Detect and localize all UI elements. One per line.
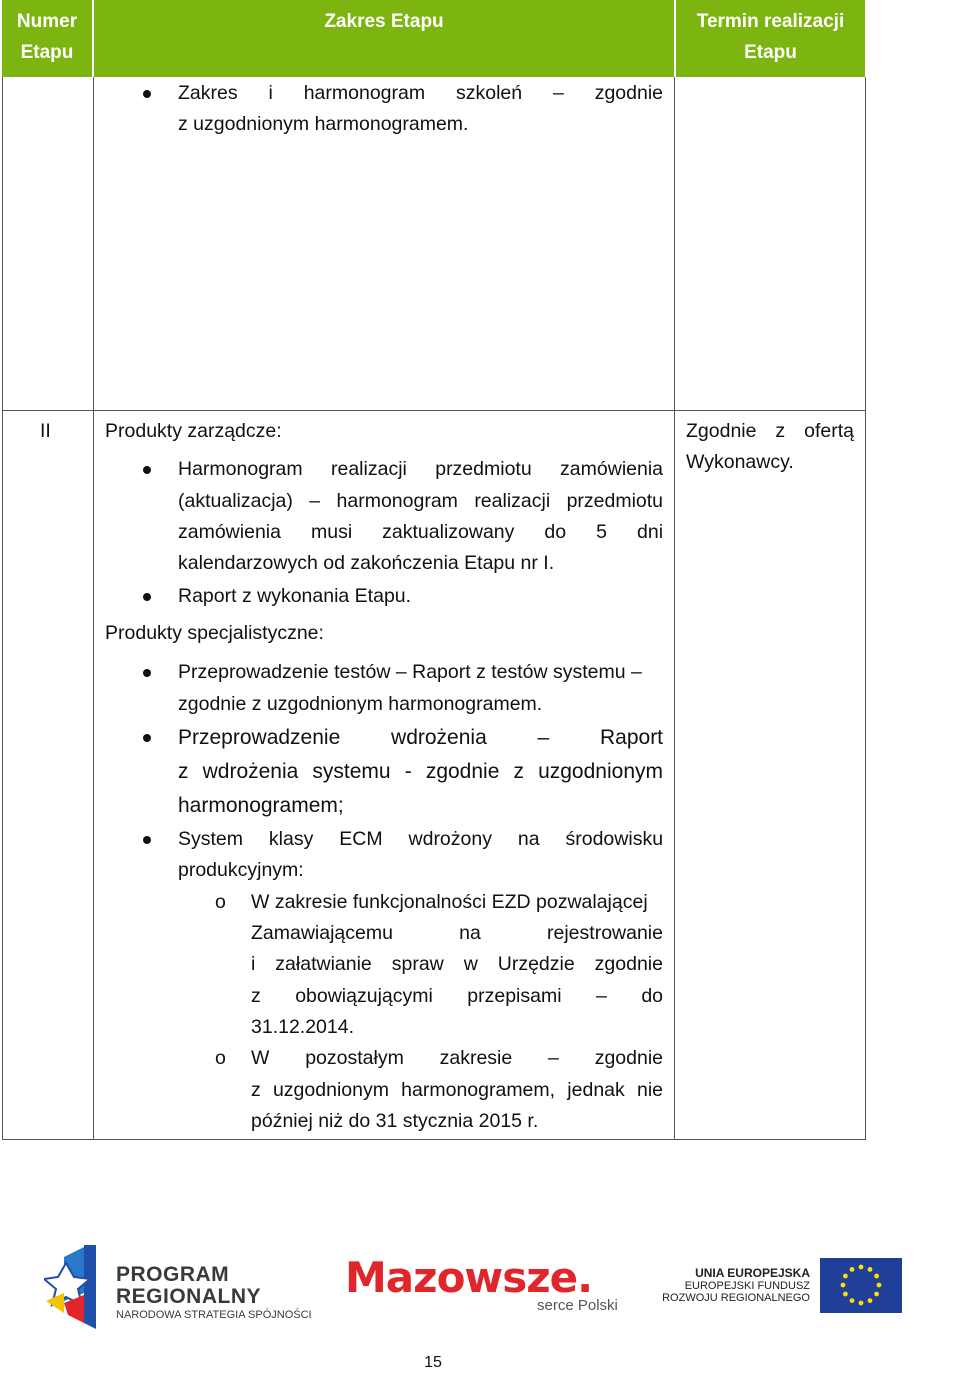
stage-number: II: [40, 420, 51, 442]
management-heading: Produkty zarządcze:: [105, 420, 282, 442]
sub1-line1: W zakresie funkcjonalności EZD pozwalającej: [251, 891, 648, 913]
header-scope-cell: [94, 0, 674, 77]
sub1-line2: Zamawiającemu na rejestrowanie: [251, 922, 663, 944]
mazowsze-tagline: serce Polski: [537, 1297, 618, 1314]
table-border-left: [2, 77, 3, 1140]
bullet-marker: [143, 734, 151, 742]
row1-bullet1-line2: z uzgodnionym harmonogramem.: [178, 113, 469, 135]
table-border-bottom: [2, 1139, 866, 1140]
eu-line3: ROZWOJU REGIONALNEGO: [662, 1292, 810, 1304]
mgmt-bullet1-line2: (aktualizacja) – harmonogram realizacji przedmiotu: [178, 490, 664, 512]
program-regionalny-emblem-icon: [44, 1243, 118, 1331]
spec-bullet2-line3: harmonogramem;: [178, 794, 344, 817]
sub1-line3: i załatwianie spraw w Urzędzie zgodnie: [251, 953, 663, 975]
eu-line1: UNIA EUROPEJSKA: [695, 1266, 810, 1280]
header-term-line2: Etapu: [744, 42, 797, 63]
spec-bullet1-line1: Przeprowadzenie testów – Raport z testów systemu –: [178, 661, 642, 683]
header-number-line1: Numer: [16, 11, 78, 32]
mazowsze-logo: [345, 1253, 630, 1323]
bullet-marker: [143, 593, 151, 601]
logo1-line2: REGIONALNY: [116, 1285, 262, 1308]
eu-line2: EUROPEJSKI FUNDUSZ: [684, 1280, 810, 1292]
header-scope-label: Zakres Etapu: [324, 11, 444, 32]
sub-marker: o: [215, 891, 226, 913]
bullet-marker: [143, 90, 151, 98]
table-border-right: [865, 77, 866, 1140]
bullet-marker: [143, 466, 151, 474]
logo1-line3: NARODOWA STRATEGIA SPÓJNOŚCI: [116, 1309, 312, 1321]
spec-bullet1-line2: zgodnie z uzgodnionym harmonogramem.: [178, 693, 543, 715]
bullet-marker: [143, 836, 151, 844]
page-number: 15: [424, 1354, 442, 1371]
sub2-line3: później niż do 31 stycznia 2015 r.: [251, 1110, 539, 1132]
sub1-line4: z obowiązującymi przepisami – do: [251, 985, 664, 1007]
sub1-line5: 31.12.2014.: [251, 1016, 355, 1038]
mgmt-bullet1-line3: zamówienia musi zaktualizowany do 5 dni: [178, 521, 664, 543]
spec-bullet2-line2: z wdrożenia systemu - zgodnie z uzgodnionym: [178, 760, 663, 783]
table-row-divider: [2, 410, 866, 411]
spec-bullet3-line1: System klasy ECM wdrożony na środowisku: [178, 828, 664, 850]
header-number-cell: [2, 0, 92, 77]
mgmt-bullet1-line4: kalendarzowych od zakończenia Etapu nr I.: [178, 552, 555, 574]
table-border-col2: [674, 77, 675, 1140]
sub-marker: o: [215, 1047, 226, 1069]
header-number-line2: Etapu: [20, 42, 74, 63]
row1-bullet1-line1: Zakres i harmonogram szkoleń – zgodnie: [178, 82, 664, 104]
bullet-marker: [143, 669, 151, 677]
sub2-line1: W pozostałym zakresie – zgodnie: [251, 1047, 664, 1069]
mgmt-bullet2: Raport z wykonania Etapu.: [178, 585, 412, 607]
spec-bullet3-line2: produkcyjnym:: [178, 859, 304, 881]
eu-logo: [662, 1258, 902, 1314]
specialist-heading: Produkty specjalistyczne:: [105, 622, 324, 644]
mgmt-bullet1-line1: Harmonogram realizacji przedmiotu zamówienia: [178, 458, 664, 480]
program-regionalny-logo: [44, 1243, 314, 1333]
header-term-line1: Termin realizacji: [696, 11, 845, 32]
term-line2: Wykonawcy.: [686, 451, 794, 473]
table-border-col1: [93, 77, 94, 1140]
mazowsze-wordmark: Mazowsze.: [345, 1253, 593, 1302]
header-term-cell: [676, 0, 865, 77]
logo1-line1: PROGRAM: [116, 1263, 230, 1286]
term-line1: Zgodnie z ofertą: [686, 420, 854, 442]
sub2-line2: z uzgodnionym harmonogramem, jednak nie: [251, 1079, 663, 1101]
eu-flag-icon: [820, 1258, 902, 1313]
spec-bullet2-line1: Przeprowadzenie wdrożenia – Raport: [178, 726, 664, 749]
